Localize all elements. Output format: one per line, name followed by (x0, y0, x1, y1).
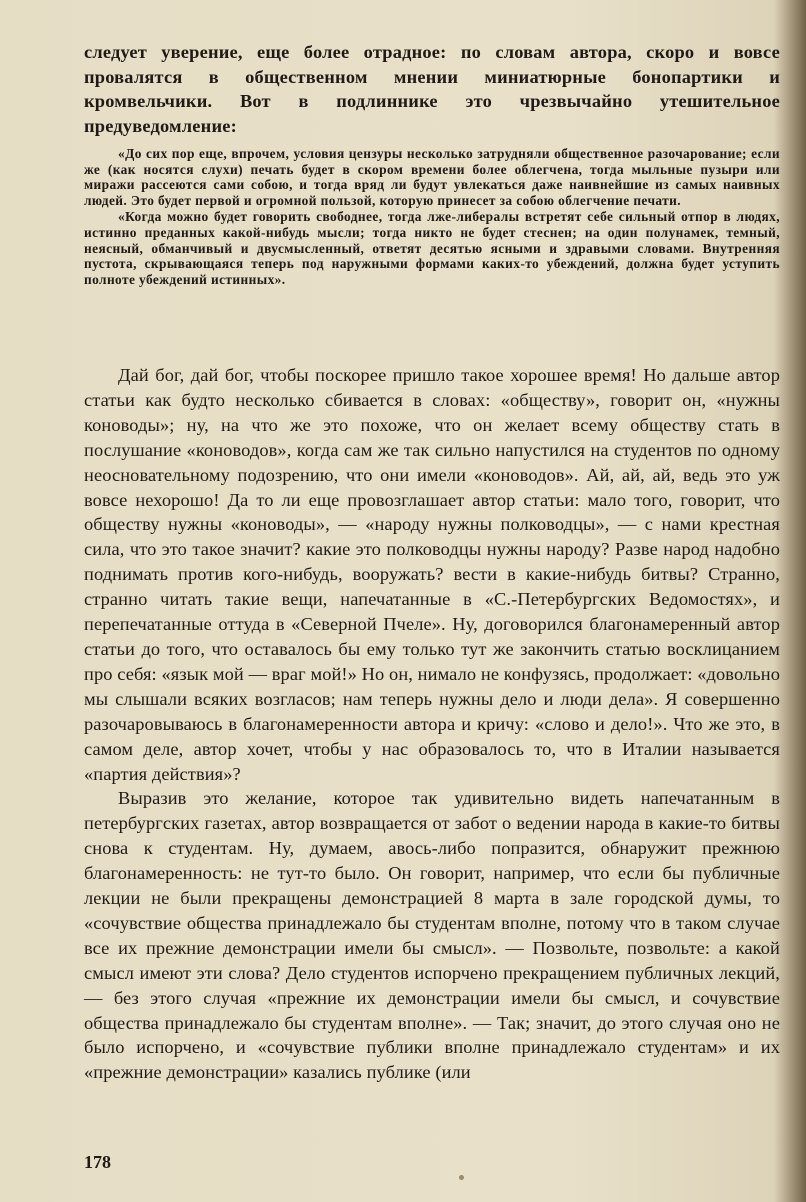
page-number: 178 (84, 1152, 111, 1172)
body-paragraph-1: Дай бог, дай бог, чтобы поскорее пришло такое хорошее время! Но дальше автор статьи как будто несколько сбивается в словах: «обществу», говорит он, «нужны коноводы»; ну, на что же это похоже, что он желает всему обществу стать в послушание «коноводов», когда сам же так сильно напустился на студентов по одному неосновательному подозрению, что они имели «коноводов». Ай, ай, ай, ведь это уж вовсе нехорошо! Да то ли еще провозглашает автор статьи: мало того, говорит, что обществу нужны «коноводы», — «народу нужны полководцы», — с нами крестная сила, что это такое значит? какие это полководцы нужны народу? Разве народ надобно поднимать против кого-нибудь, вооружать? вести в какие-нибудь битвы? Странно, странно читать такие вещи, напечатанные в «С.-Петербургских Ведомостях», и перепечатанные оттуда в «Северной Пчеле». Ну, договорился благонамеренный автор статьи до того, что оставалось бы ему только тут же закончить статью восклицанием про себя: «язык мой — враг мой!» Но он, нимало не конфузясь, продолжает: «довольно мы слышали всяких возгласов; нам теперь нужны дело и люди дела». Я совершенно разочаровываюсь в благонамеренности автора и кричу: «слово и дело!». Что же это, в самом деле, автор хочет, чтобы у нас образовалось то, что в Италии называется «партия действия»? (84, 365, 780, 784)
block-quote (84, 146, 780, 287)
body-text (84, 363, 780, 1085)
quote-paragraph-1: «До сих пор еще, впрочем, условия цензуры несколько затрудняли общественное разочарование; если же (как носятся слухи) печать будет в скором времени более облегчена, тогда мыльные пузыри или миражи рассеются сами собою, и тогда вряд ли будут увлекаться даже наивнейшие из самых наивных людей. Это будет первой и огромной пользой, которую принесет за собою облегчение печати. (84, 146, 780, 208)
intro-paragraph (84, 40, 780, 138)
body-paragraph-2: Выразив это желание, которое так удивительно видеть напечатанным в петербургских газетах, автор возвращается от забот о ведении народа в какие-то битвы снова к студентам. Ну, думаем, авось-либо попразится, обнаружит прежнюю благонамеренность: не тут-то было. Он говорит, например, что если бы публичные лекции не были прекращены демонстрацией 8 марта в зале городской думы, то «сочувствие общества принадлежало бы студентам вполне, потому что в таком случае все их прежние демонстрации имели бы смысл». — Позвольте, позвольте: а какой смысл имеют эти слова? Дело студентов испорчено прекращением публичных лекций, — без этого случая «прежние их демонстрации имели бы смысл, и сочувствие общества принадлежало бы студентам вполне». — Так; значит, до этого случая оно не было испорчено, и «сочувствие публики вполне принадлежало студентам» и их «прежние демонстрации» казались публике (или (84, 788, 780, 1083)
quote-paragraph-2: «Когда можно будет говорить свободнее, тогда лже-либералы встретят себе сильный отпор в людях, истинно преданных какой-нибудь мысли; тогда никто не будет стеснен; на один полунамек, темный, неясный, обманчивый и двусмысленный, ответят десятью ясными и здравыми словами. Внутренняя пустота, скрывающаяся теперь под наружными формами каких-то убеждений, должна будет уступить полноте убеждений истинных». (84, 209, 780, 287)
intro-text: следует уверение, еще более отрадное: по словам автора, скоро и вовсе провалятся в общественном мнении миниатюрные бонопартики и кромвельчики. Вот в подлиннике это чрезвычайно утешительное предуведомление: (84, 42, 780, 136)
paper-speck (459, 1175, 464, 1180)
